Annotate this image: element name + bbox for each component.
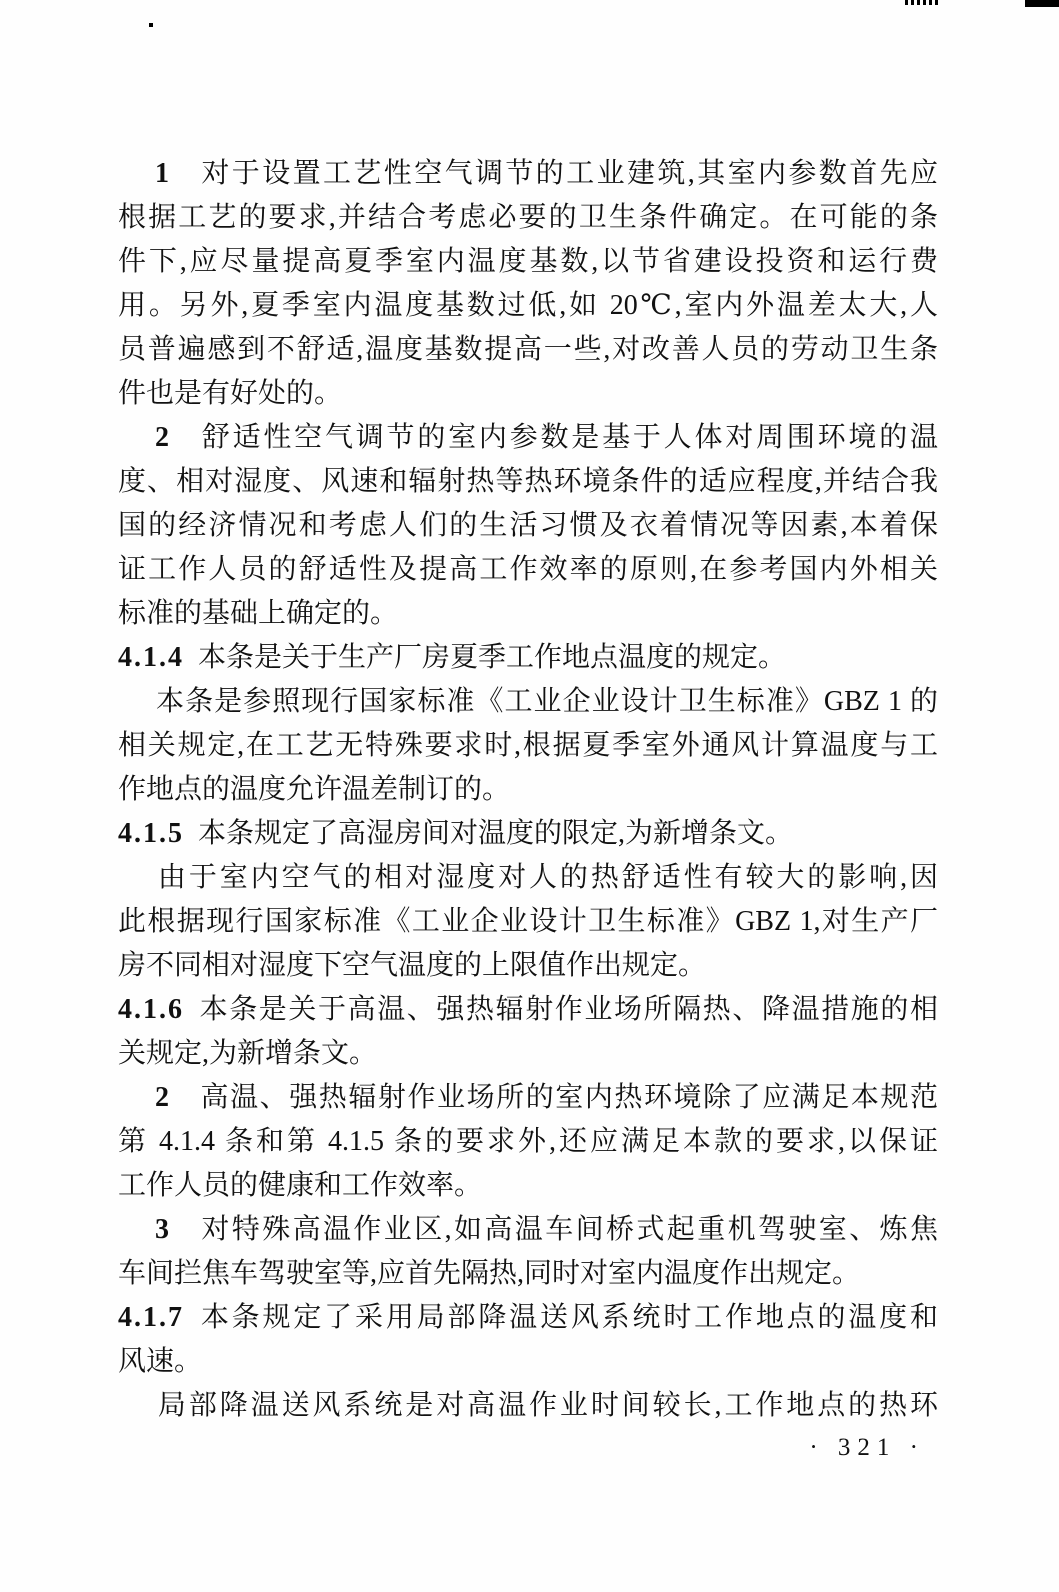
text-line xyxy=(118,152,938,196)
text-line xyxy=(118,812,938,856)
line-text: 件下,应尽量提高夏季室内温度基数,以节省建设投资和运行费 xyxy=(118,246,938,277)
line-text: 本条是参照现行国家标准《工业企业设计卫生标准》GBZ 1 的 xyxy=(155,686,938,717)
text-line xyxy=(118,856,938,900)
line-text: 车间拦焦车驾驶室等,应首先隔热,同时对室内温度作出规定。 xyxy=(118,1258,861,1289)
line-text: 此根据现行国家标准《工业企业设计卫生标准》GBZ 1,对生产厂 xyxy=(118,906,938,937)
text-line xyxy=(118,328,938,372)
text-line xyxy=(118,724,938,768)
line-text: 作地点的温度允许温差制订的。 xyxy=(118,774,511,805)
line-text: 对于设置工艺性空气调节的工业建筑,其室内参数首先应 xyxy=(199,158,938,189)
text-line xyxy=(118,1296,938,1340)
line-text: 关规定,为新增条文。 xyxy=(118,1038,378,1069)
item-number: 1 xyxy=(155,158,169,189)
line-text: 用。另外,夏季室内温度基数过低,如 20℃,室内外温差太大,人 xyxy=(118,290,938,321)
line-text: 标准的基础上确定的。 xyxy=(118,598,399,629)
line-text: 证工作人员的舒适性及提高工作效率的原则,在参考国内外相关 xyxy=(118,554,938,585)
scan-artifact-bar xyxy=(1025,0,1059,7)
text-line xyxy=(118,1120,938,1164)
line-text: 工作人员的健康和工作效率。 xyxy=(118,1170,483,1201)
text-line xyxy=(118,240,938,284)
text-line xyxy=(118,1252,938,1296)
text-line xyxy=(118,504,938,548)
scan-artifact-dot xyxy=(149,23,153,27)
text-line xyxy=(118,196,938,240)
line-text: 本条规定了高湿房间对温度的限定,为新增条文。 xyxy=(198,818,794,849)
line-text: 国的经济情况和考虑人们的生活习惯及衣着情况等因素,本着保 xyxy=(118,510,938,541)
line-text: 本条规定了采用局部降温送风系统时工作地点的温度和 xyxy=(198,1302,938,1333)
clause-number: 4.1.7 xyxy=(118,1302,184,1333)
text-line xyxy=(118,680,938,724)
item-number: 3 xyxy=(155,1214,169,1245)
text-line xyxy=(118,900,938,944)
text-line xyxy=(118,372,938,416)
scan-artifact-dashes xyxy=(905,0,939,5)
line-text: 度、相对湿度、风速和辐射热等热环境条件的适应程度,并结合我 xyxy=(118,466,938,497)
text-line xyxy=(118,1340,938,1384)
body-text xyxy=(118,152,938,1428)
text-line xyxy=(118,1032,938,1076)
page-number: · 321 · xyxy=(809,1434,925,1461)
line-text: 舒适性空气调节的室内参数是基于人体对周围环境的温 xyxy=(199,422,938,453)
line-text: 第 4.1.4 条和第 4.1.5 条的要求外,还应满足本款的要求,以保证 xyxy=(118,1126,938,1157)
line-text: 房不同相对湿度下空气温度的上限值作出规定。 xyxy=(118,950,707,981)
item-number: 2 xyxy=(155,1082,169,1113)
line-text: 员普遍感到不舒适,温度基数提高一些,对改善人员的劳动卫生条 xyxy=(118,334,938,365)
line-text: 相关规定,在工艺无特殊要求时,根据夏季室外通风计算温度与工 xyxy=(118,730,938,761)
text-line xyxy=(118,548,938,592)
line-text: 局部降温送风系统是对高温作业时间较长,工作地点的热环 xyxy=(155,1390,938,1421)
line-text: 风速。 xyxy=(118,1346,203,1377)
clause-number: 4.1.6 xyxy=(118,994,184,1025)
text-line xyxy=(118,636,938,680)
text-line xyxy=(118,768,938,812)
line-text: 高温、强热辐射作业场所的室内热环境除了应满足本规范 xyxy=(199,1082,938,1113)
line-text: 由于室内空气的相对湿度对人的热舒适性有较大的影响,因 xyxy=(155,862,938,893)
clause-number: 4.1.5 xyxy=(118,818,184,849)
clause-number: 4.1.4 xyxy=(118,642,184,673)
text-line xyxy=(118,1076,938,1120)
text-line xyxy=(118,1164,938,1208)
text-line xyxy=(118,1208,938,1252)
text-line xyxy=(118,944,938,988)
text-line xyxy=(118,592,938,636)
line-text: 本条是关于生产厂房夏季工作地点温度的规定。 xyxy=(198,642,787,673)
text-line xyxy=(118,1384,938,1428)
text-line xyxy=(118,988,938,1032)
line-text: 对特殊高温作业区,如高温车间桥式起重机驾驶室、炼焦 xyxy=(199,1214,938,1245)
line-text: 件也是有好处的。 xyxy=(118,378,343,409)
line-text: 根据工艺的要求,并结合考虑必要的卫生条件确定。在可能的条 xyxy=(118,202,938,233)
line-text: 本条是关于高温、强热辐射作业场所隔热、降温措施的相 xyxy=(198,994,938,1025)
text-line xyxy=(118,460,938,504)
text-line xyxy=(118,284,938,328)
text-line xyxy=(118,416,938,460)
item-number: 2 xyxy=(155,422,169,453)
